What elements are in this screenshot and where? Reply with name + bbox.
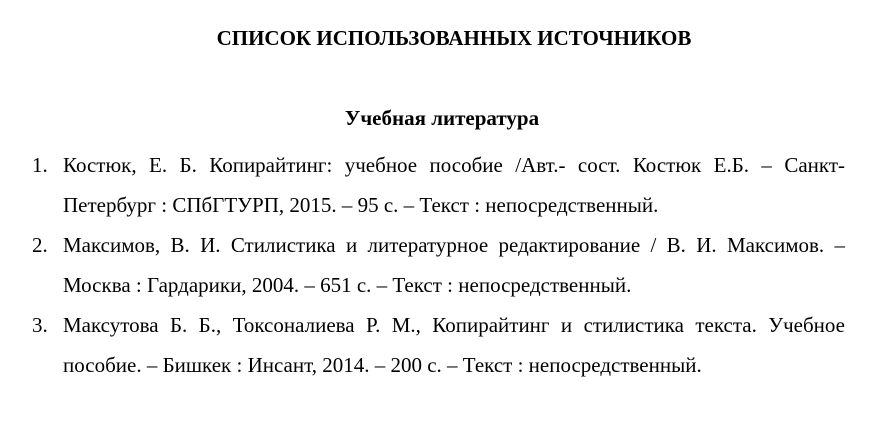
list-item-text: Максутова Б. Б., Токсоналиева Р. М., Копирайтинг и стилистика текста. Учебное пособие. – Бишкек : Инсант, 2014. – 200 с. – Текст : непосредственный. xyxy=(63,313,845,377)
list-item xyxy=(0,305,880,385)
list-item-text: Костюк, Е. Б. Копирайтинг: учебное пособие /Авт.- сост. Костюк Е.Б. – Санкт-Петербург : СПбГТУРП, 2015. – 95 с. – Текст : непосредственный. xyxy=(63,153,845,217)
list-item-number: 3. xyxy=(32,313,48,337)
reference-list xyxy=(0,145,880,385)
section-heading: Учебная литература xyxy=(344,106,540,130)
page-title: СПИСОК ИСПОЛЬЗОВАННЫХ ИСТОЧНИКОВ xyxy=(216,26,692,50)
list-item-number: 1. xyxy=(32,153,48,177)
list-item-text: Максимов, В. И. Стилистика и литературное редактирование / В. И. Максимов. – Москва : Гардарики, 2004. – 651 с. – Текст : непосредственный. xyxy=(63,233,845,297)
list-item-number: 2. xyxy=(32,233,48,257)
list-item xyxy=(0,145,880,225)
list-item xyxy=(0,225,880,305)
